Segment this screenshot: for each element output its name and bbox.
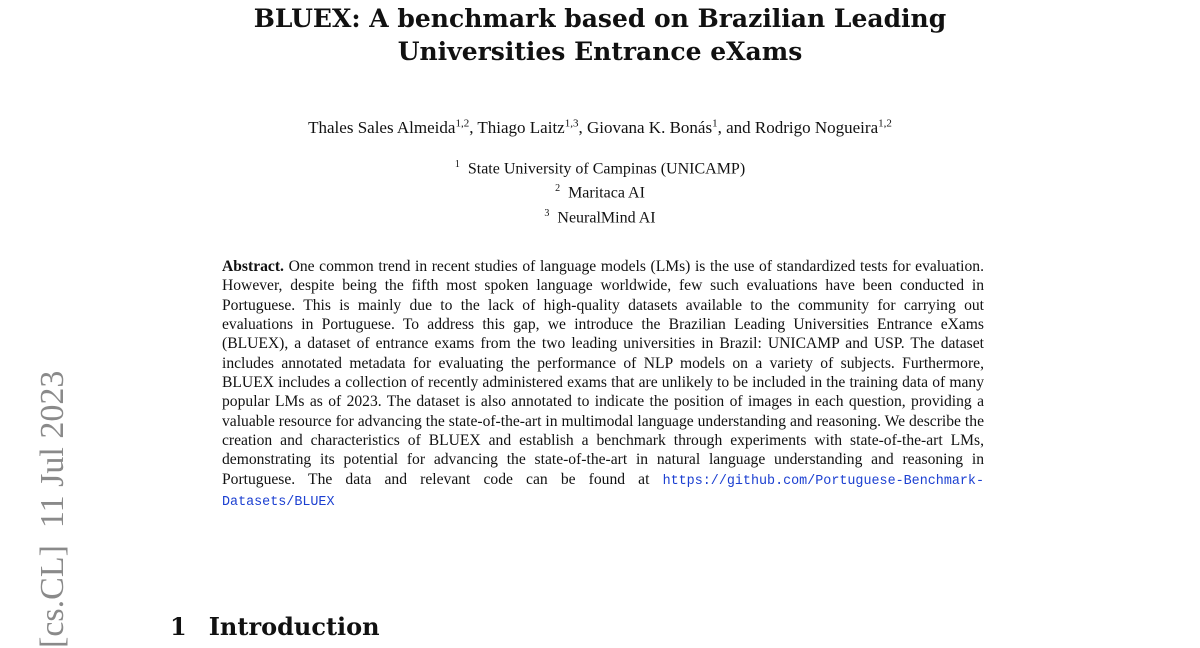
abstract-text: One common trend in recent studies of language models (LMs) is the use of standardized tests for evaluation. However, despite being the fifth most spoken language worldwide, few such evaluations have been conducted in Portuguese. This is mainly due to the lack of high-quality datasets available to the community for carrying out evaluations in Portuguese. To address this gap, we introduce the Brazilian Leading Universities Entrance eXams (BLUEX), a dataset of entrance exams from the two leading universities in Brazil: UNICAMP and USP. The dataset includes annotated metadata for evaluating the performance of NLP models on a variety of subjects. Furthermore, BLUEX includes a collection of recently administered exams that are unlikely to be included in the training data of many popular LMs as of 2023. The dataset is also annotated to indicate the position of images in each question, providing a valuable resource for advancing the state-of-the-art in multimodal language understanding and reasoning. We describe the creation and characteristics of BLUEX and establish a benchmark through experiments with state-of-the-art LMs, demonstrating its potential for advancing the state-of-the-art in natural language understanding and reasoning in Portuguese. The data and relevant code can be found at <box>222 258 985 488</box>
affiliation-mark: 2 <box>555 183 561 195</box>
arxiv-stamp <box>28 308 78 648</box>
affiliation-list <box>0 155 1200 228</box>
arxiv-category: [cs.CL] <box>34 545 71 648</box>
affiliation <box>0 155 1200 179</box>
abstract-label: Abstract. <box>222 258 284 275</box>
affiliation-name: State University of Campinas (UNICAMP) <box>467 160 746 178</box>
author-name: Rodrigo Nogueira <box>754 117 879 137</box>
paper-title-line-1: BLUEX: A benchmark based on Brazilian Leading <box>253 4 947 33</box>
author-separator: , and <box>717 117 755 137</box>
author <box>477 118 587 137</box>
abstract <box>222 257 984 512</box>
author-name: Thales Sales Almeida <box>308 117 456 137</box>
author-affiliation-mark: 1,3 <box>564 117 579 129</box>
author-affiliation-mark: 1,2 <box>878 117 892 129</box>
author-affiliation-mark: 1 <box>712 117 718 129</box>
author-affiliation-mark: 1,2 <box>455 117 470 129</box>
author-name: Thiago Laitz <box>477 117 565 137</box>
affiliation <box>0 204 1200 228</box>
dataset-link[interactable]: https://github.com/Portuguese-Benchmark-Datasets/BLUEX <box>222 473 985 511</box>
paper-title <box>0 2 1200 68</box>
affiliation-name: NeuralMind AI <box>557 208 656 226</box>
affiliation-mark: 1 <box>454 159 460 170</box>
section-heading <box>170 612 380 642</box>
affiliation <box>0 179 1200 203</box>
author-separator: , <box>469 117 478 137</box>
affiliation-name: Maritaca AI <box>568 184 645 202</box>
author-name: Giovana K. Bonás <box>586 117 713 137</box>
section-number: 1 <box>170 612 187 641</box>
arxiv-date: 11 Jul 2023 <box>34 370 71 529</box>
author <box>755 118 892 137</box>
author-list <box>0 113 1200 138</box>
author-separator: , <box>578 117 587 137</box>
section-title: Introduction <box>208 612 380 641</box>
affiliation-mark: 3 <box>544 207 550 219</box>
author <box>587 118 755 137</box>
author <box>308 118 477 137</box>
paper-title-line-2: Universities Entrance eXams <box>397 37 803 66</box>
